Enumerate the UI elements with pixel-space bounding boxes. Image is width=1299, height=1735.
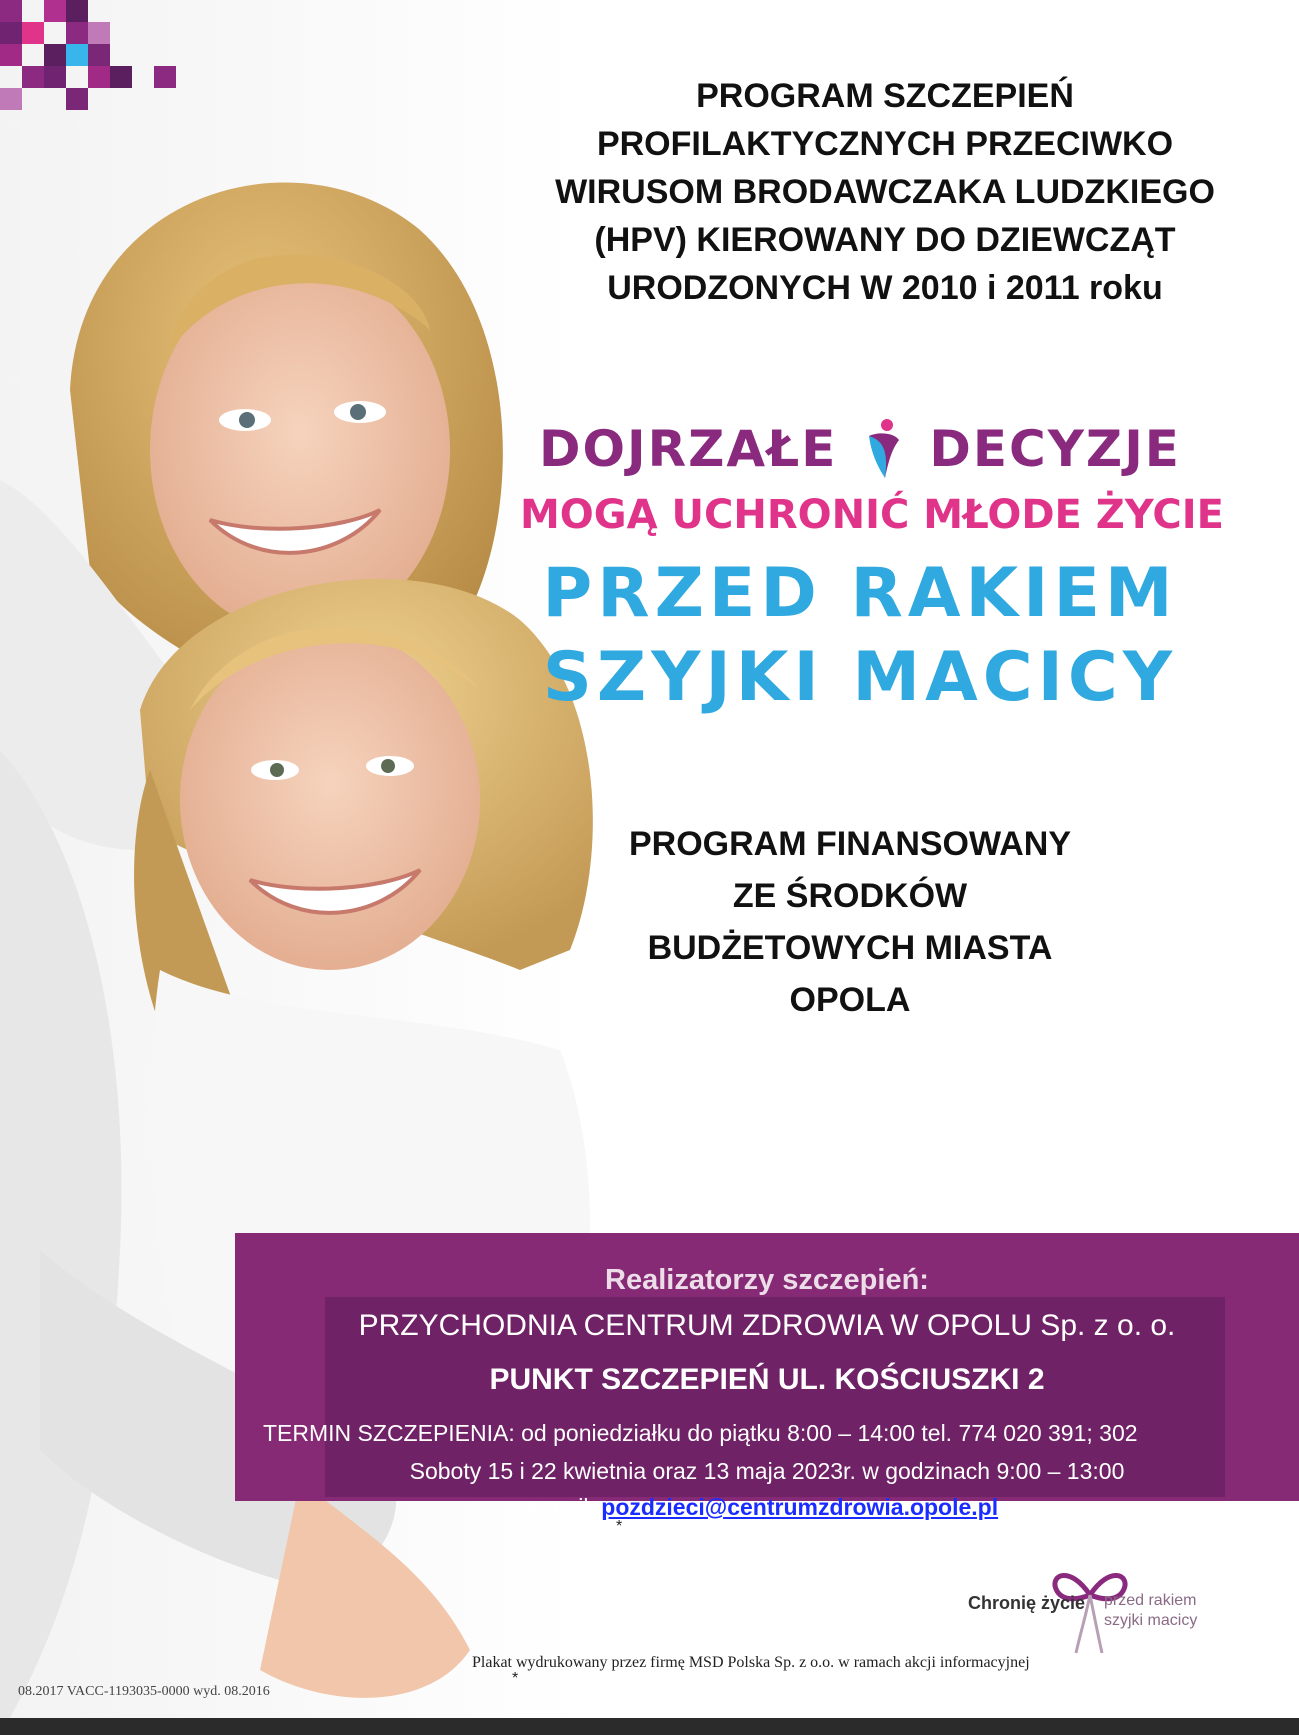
logo-line-2: szyjki macicy — [1104, 1612, 1198, 1629]
term-text: : od poniedziałku do piątku 8:00 – 14:00 tel. 774 020 391; 302 — [508, 1420, 1138, 1446]
funding-line: BUDŻETOWYCH MIASTA — [647, 929, 1053, 967]
slogan-line-4: SZYJKI MACICY — [542, 638, 1178, 717]
program-title — [520, 72, 1250, 312]
title-line: URODZONYCH W 2010 i 2011 roku — [607, 269, 1163, 307]
asterisk-note: * — [616, 1518, 623, 1535]
info-band-text — [235, 1262, 1299, 1524]
asterisk-note-bottom: * — [512, 1670, 519, 1687]
logo-text-left: Chronię życie — [968, 1593, 1086, 1613]
title-line: PROGRAM SZCZEPIEŃ — [696, 77, 1074, 115]
vaccination-point: PUNKT SZCZEPIEŃ UL. KOŚCIUSZKI 2 — [489, 1363, 1045, 1396]
pixel-mosaic-decoration — [0, 0, 190, 110]
logo-line-1: przed rakiem — [1104, 1592, 1197, 1609]
funding-line: PROGRAM FINANSOWANY — [629, 825, 1071, 863]
slogan-word-left: DOJRZAŁE — [539, 420, 838, 478]
slogan-line-3: PRZED RAKIEM — [542, 554, 1178, 633]
document-code: 08.2017 VACC-1193035-0000 wyd. 08.2016 — [18, 1684, 270, 1699]
email-link[interactable]: pozdzieci@centrumzdrowia.opole.pl — [601, 1494, 999, 1520]
email-row — [235, 1490, 1299, 1524]
clinic-name: PRZYCHODNIA CENTRUM ZDROWIA W OPOLU Sp. z o. o. — [358, 1309, 1176, 1342]
slogan-line-2: MOGĄ UCHRONIĆ MŁODE ŻYCIE — [520, 492, 1224, 538]
figure-icon — [863, 418, 903, 480]
title-line: WIRUSOM BRODAWCZAKA LUDZKIEGO — [555, 173, 1215, 211]
slogan-word-right: DECYZJE — [929, 420, 1181, 478]
email-label: e-mail: — [525, 1494, 602, 1520]
campaign-slogan — [520, 418, 1224, 720]
band-heading: Realizatorzy szczepień: — [605, 1264, 929, 1296]
funding-statement — [560, 818, 1140, 1026]
title-line: (HPV) KIEROWANY DO DZIEWCZĄT — [594, 221, 1176, 259]
funding-line: OPOLA — [789, 981, 911, 1019]
title-line: PROFILAKTYCZNYCH PRZECIWKO — [596, 125, 1174, 163]
term-label: TERMIN SZCZEPIENIA — [263, 1420, 509, 1446]
funding-line: ZE ŚRODKÓW — [732, 877, 968, 915]
logo-text-right — [1104, 1591, 1197, 1631]
slogan-line-1 — [520, 418, 1200, 480]
vaccination-hours — [235, 1416, 1299, 1450]
campaign-logo — [968, 1555, 1228, 1655]
bottom-bar — [0, 1718, 1299, 1735]
saturday-hours: Soboty 15 i 22 kwietnia oraz 13 maja 2023r. w godzinach 9:00 – 13:00 — [409, 1458, 1125, 1484]
printed-by-note: Plakat wydrukowany przez firmę MSD Polska Sp. z o.o. w ramach akcji informacyjnej — [472, 1654, 1030, 1671]
